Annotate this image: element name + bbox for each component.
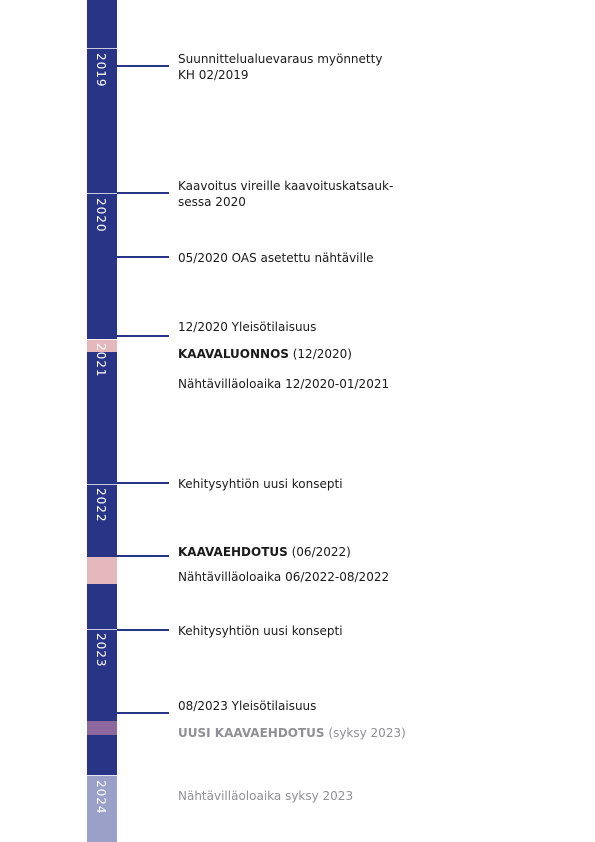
display-period-2022 <box>87 557 117 584</box>
event-label: Nähtävilläoloaika 06/2022-08/2022 <box>178 570 390 584</box>
year-divider <box>87 339 117 340</box>
event-connector <box>117 256 169 258</box>
event-label: 12/2020 Yleisötilaisuus <box>178 320 317 334</box>
year-label: 2020 <box>94 198 108 233</box>
event-label: Kehitysyhtiön uusi konsepti <box>178 624 343 638</box>
event-connector <box>117 629 169 631</box>
event-connector <box>117 335 169 337</box>
event-label: 05/2020 OAS asetettu nähtäville <box>178 251 374 265</box>
event-connector <box>117 555 169 557</box>
event-label: Kehitysyhtiön uusi konsepti <box>178 477 343 491</box>
event-label: 08/2023 Yleisötilaisuus <box>178 699 317 713</box>
year-label: 2019 <box>94 53 108 88</box>
year-label: 2022 <box>94 488 108 523</box>
year-label: 2021 <box>94 343 108 378</box>
event-label-upcoming: UUSI KAAVAEHDOTUS (syksy 2023) <box>178 726 406 740</box>
event-connector <box>117 65 169 67</box>
year-divider <box>87 48 117 49</box>
event-label: Kaavoitus vireille kaavoituskatsauk- sessa 2020 <box>178 179 394 209</box>
year-divider <box>87 629 117 630</box>
timeline-bar-segment <box>87 735 117 775</box>
year-divider <box>87 193 117 194</box>
event-label-upcoming: Nähtävilläoloaika syksy 2023 <box>178 789 354 803</box>
year-label: 2023 <box>94 633 108 668</box>
event-label: Suunnittelualuevaraus myönnetty KH 02/2019 <box>178 52 383 82</box>
event-connector <box>117 482 169 484</box>
year-label: 2024 <box>94 780 108 815</box>
event-label: KAAVALUONNOS (12/2020) <box>178 347 352 361</box>
event-label: KAAVAEHDOTUS (06/2022) <box>178 545 351 559</box>
upcoming-display-period-2023 <box>87 721 117 735</box>
event-label: Nähtävilläoloaika 12/2020-01/2021 <box>178 377 390 391</box>
timeline-bar-segment <box>87 0 117 339</box>
year-divider <box>87 484 117 485</box>
event-connector <box>117 192 169 194</box>
year-divider <box>87 775 117 776</box>
event-connector <box>117 712 169 714</box>
